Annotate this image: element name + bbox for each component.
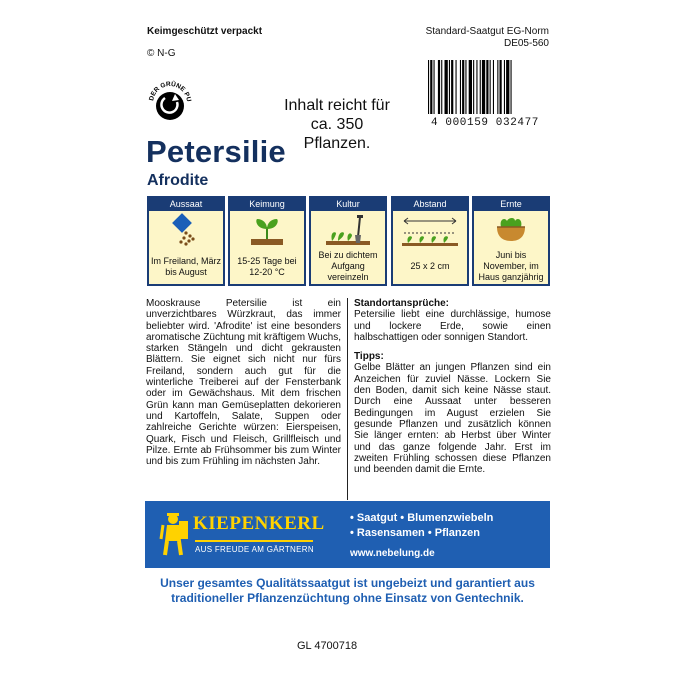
info-box-aussaat	[147, 196, 225, 286]
kiepenkerl-figure-icon	[159, 511, 191, 559]
barcode-bars	[424, 60, 546, 117]
info-box-text: 25 x 2 cm	[410, 261, 450, 271]
gentech-line-2: traditioneller Pflanzenzüchtung ohne Einsatz von Gentechnik.	[171, 591, 524, 605]
tips-heading: Tipps:	[354, 351, 384, 363]
range-line-1: • Saatgut • Blumenzwiebeln	[350, 512, 494, 524]
green-dot-icon	[145, 78, 195, 128]
barcode-digits: 4 000159 032477	[430, 117, 540, 129]
info-box-text: Bei zu dichtem Aufgang vereinzeln	[318, 250, 378, 282]
info-box-abstand	[391, 196, 469, 286]
content-amount	[281, 96, 393, 153]
seed-icon	[149, 211, 223, 249]
green-dot-text: DER GRÜNE PU	[148, 80, 193, 103]
info-box-text: Juni bis November, im Haus ganzjährig	[478, 250, 544, 282]
location-text: Petersilie liebt eine durchlässige, humose und lockere Erde, sowie einen halbschattigen oder sonnigen Standort.	[354, 309, 551, 343]
info-box-text: 15-25 Tage bei 12-20 °C	[237, 255, 297, 277]
info-box-keimung	[228, 196, 306, 286]
content-line-2: ca. 350 Pflanzen.	[303, 116, 371, 152]
info-box-head: Ernte	[474, 198, 548, 211]
product-variety: Afrodite	[147, 172, 209, 189]
brand-tagline: AUS FREUDE AM GÄRTNERN	[195, 545, 314, 554]
product-title: Petersilie	[146, 134, 286, 169]
barcode	[424, 60, 546, 129]
sprout-icon	[230, 211, 304, 249]
kiepenkerl-logo	[159, 507, 329, 563]
tips-column	[354, 298, 551, 475]
info-box-text: Im Freiland, März bis August	[151, 255, 222, 277]
info-box-head: Aussaat	[149, 198, 223, 211]
green-dot-logo	[145, 78, 195, 128]
copyright-note: © N-G	[147, 48, 176, 59]
product-range-list	[350, 511, 493, 541]
spacing-icon	[393, 211, 467, 249]
gentech-line-1: Unser gesamtes Qualitätssaatgut ist ungebeizt und garantiert aus	[160, 576, 535, 590]
norm-code: DE05-560	[503, 38, 549, 49]
content-line-1: Inhalt reicht für	[284, 97, 390, 114]
info-box-head: Keimung	[230, 198, 304, 211]
location-heading: Standortansprüche:	[354, 298, 450, 309]
footer-code: GL 4700718	[297, 640, 358, 652]
range-line-2: • Rasensamen • Pflanzen	[350, 527, 480, 539]
info-box-kultur	[309, 196, 387, 286]
tips-text: Gelbe Blätter an jungen Pflanzen sind ein Anzeichen für zuviel Nässe. Lockern Sie den Boden, damit sich keine Nässe staut. Durch eine Aussaat unter besseren Bedingungen im August erzielen Sie gesunde Pflanzen und zusätzlich können Sie länger ernten: ab Herbst über Winter und das ganze folgende Jahr. Erst im zweiten Frühling schossen diese Pflanzen und beenden damit die Ernte.	[354, 362, 551, 476]
brand-underline	[195, 540, 313, 542]
shovel-icon	[311, 211, 385, 249]
info-box-ernte	[472, 196, 550, 286]
info-box-head: Abstand	[393, 198, 467, 211]
standard-note	[417, 26, 549, 50]
info-box-head: Kultur	[311, 198, 385, 211]
gentech-note	[145, 576, 550, 606]
brand-banner	[145, 501, 550, 568]
header-left-note: Keimgeschützt verpackt	[147, 26, 263, 37]
website-link[interactable]: www.nebelung.de	[350, 548, 435, 559]
standard-line: Standard-Saatgut EG-Norm	[425, 26, 549, 37]
harvest-bowl-icon	[474, 211, 548, 249]
brand-name: KIEPENKERL	[193, 513, 325, 534]
description-text: Mooskrause Petersilie ist ein unverzichtbares Würzkraut, das immer beliebter wird. 'Afrodite' ist eine besonders aromatische Züchtung mit kräftigem Wuchs, starken Stängeln und dicht gekrausten Blättern. Sie eignet sich nicht nur fürs Freiland, sondern auch gut für die winterliche Treiberei auf der Fensterbank oder im Gewächshaus. Mit dem frischen Grün kann man Gemüseplatten dekorieren und Kartoffeln, Salate, Suppen oder zahlreiche Gerichte würzen: Eierspeisen, Quark, Fisch und Fleisch, Grillfleisch und Pilze. Ernte ab Frühsommer bis zum Winter und bis zum Frühling im nächsten Jahr.	[146, 298, 341, 468]
column-divider	[347, 298, 348, 500]
